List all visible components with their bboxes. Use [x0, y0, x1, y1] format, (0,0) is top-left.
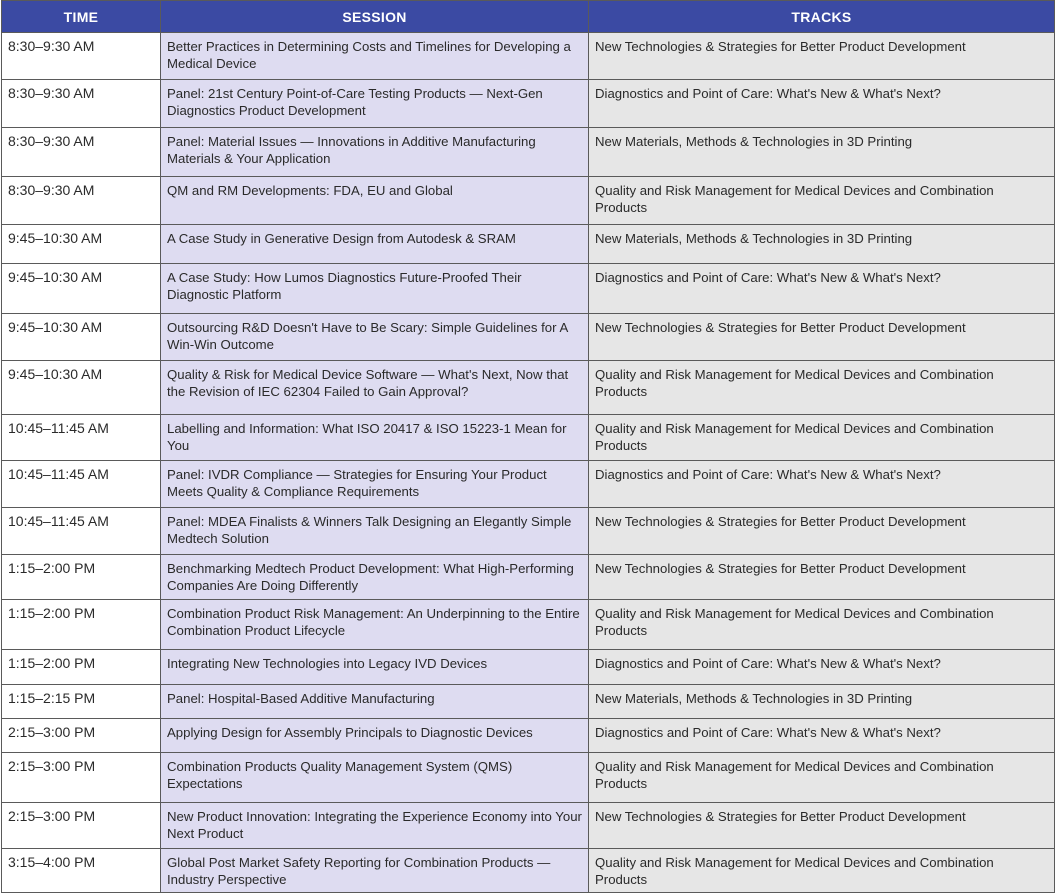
table-row — [2, 685, 1055, 719]
session-cell: Labelling and Information: What ISO 20417 & ISO 15223-1 Mean for You — [161, 415, 589, 461]
time-cell: 9:45–10:30 AM — [2, 361, 161, 415]
track-cell: Quality and Risk Management for Medical Devices and Combination Products — [589, 849, 1055, 893]
time-cell: 8:30–9:30 AM — [2, 128, 161, 177]
track-cell: New Technologies & Strategies for Better Product Development — [589, 314, 1055, 361]
track-cell: New Materials, Methods & Technologies in 3D Printing — [589, 225, 1055, 264]
table-row — [2, 128, 1055, 177]
track-cell: Diagnostics and Point of Care: What's New & What's Next? — [589, 80, 1055, 128]
track-cell: Quality and Risk Management for Medical Devices and Combination Products — [589, 177, 1055, 225]
time-cell: 3:15–4:00 PM — [2, 849, 161, 893]
table-row — [2, 555, 1055, 600]
track-cell: New Materials, Methods & Technologies in 3D Printing — [589, 685, 1055, 719]
time-cell: 1:15–2:00 PM — [2, 555, 161, 600]
time-cell: 2:15–3:00 PM — [2, 753, 161, 803]
table-row — [2, 849, 1055, 893]
time-cell: 8:30–9:30 AM — [2, 80, 161, 128]
session-cell: Global Post Market Safety Reporting for Combination Products — Industry Perspective — [161, 849, 589, 893]
track-cell: Diagnostics and Point of Care: What's New & What's Next? — [589, 264, 1055, 314]
header-row — [2, 1, 1055, 33]
header-time: TIME — [2, 1, 161, 33]
time-cell: 9:45–10:30 AM — [2, 225, 161, 264]
time-cell: 10:45–11:45 AM — [2, 508, 161, 555]
session-cell: Benchmarking Medtech Product Development: What High-Performing Companies Are Doing Differently — [161, 555, 589, 600]
table-row — [2, 361, 1055, 415]
table-row — [2, 600, 1055, 650]
track-cell: Quality and Risk Management for Medical Devices and Combination Products — [589, 753, 1055, 803]
session-cell: New Product Innovation: Integrating the Experience Economy into Your Next Product — [161, 803, 589, 849]
time-cell: 1:15–2:00 PM — [2, 650, 161, 685]
time-cell: 1:15–2:00 PM — [2, 600, 161, 650]
table-row — [2, 177, 1055, 225]
header-tracks: TRACKS — [589, 1, 1055, 33]
session-cell: Panel: Material Issues — Innovations in Additive Manufacturing Materials & Your Application — [161, 128, 589, 177]
time-cell: 8:30–9:30 AM — [2, 177, 161, 225]
session-cell: Panel: 21st Century Point-of-Care Testing Products — Next-Gen Diagnostics Product Development — [161, 80, 589, 128]
track-cell: New Materials, Methods & Technologies in 3D Printing — [589, 128, 1055, 177]
session-cell: Combination Products Quality Management System (QMS) Expectations — [161, 753, 589, 803]
session-cell: Outsourcing R&D Doesn't Have to Be Scary: Simple Guidelines for A Win-Win Outcome — [161, 314, 589, 361]
table-row — [2, 33, 1055, 80]
track-cell: Quality and Risk Management for Medical Devices and Combination Products — [589, 361, 1055, 415]
time-cell: 2:15–3:00 PM — [2, 719, 161, 753]
track-cell: Quality and Risk Management for Medical Devices and Combination Products — [589, 415, 1055, 461]
table-row — [2, 461, 1055, 508]
table-row — [2, 264, 1055, 314]
session-cell: A Case Study in Generative Design from Autodesk & SRAM — [161, 225, 589, 264]
session-cell: Better Practices in Determining Costs and Timelines for Developing a Medical Device — [161, 33, 589, 80]
session-cell: A Case Study: How Lumos Diagnostics Future-Proofed Their Diagnostic Platform — [161, 264, 589, 314]
time-cell: 10:45–11:45 AM — [2, 461, 161, 508]
time-cell: 2:15–3:00 PM — [2, 803, 161, 849]
table-row — [2, 225, 1055, 264]
session-cell: Combination Product Risk Management: An Underpinning to the Entire Combination Product Lifecycle — [161, 600, 589, 650]
table-row — [2, 415, 1055, 461]
table-body — [2, 33, 1055, 893]
session-cell: Panel: IVDR Compliance — Strategies for Ensuring Your Product Meets Quality & Compliance Requirements — [161, 461, 589, 508]
schedule-table — [1, 0, 1055, 893]
session-cell: Quality & Risk for Medical Device Software — What's Next, Now that the Revision of IEC 62304 Failed to Gain Approval? — [161, 361, 589, 415]
track-cell: New Technologies & Strategies for Better Product Development — [589, 33, 1055, 80]
time-cell: 9:45–10:30 AM — [2, 314, 161, 361]
track-cell: Diagnostics and Point of Care: What's New & What's Next? — [589, 461, 1055, 508]
session-cell: Applying Design for Assembly Principals to Diagnostic Devices — [161, 719, 589, 753]
time-cell: 1:15–2:15 PM — [2, 685, 161, 719]
table-row — [2, 803, 1055, 849]
time-cell: 9:45–10:30 AM — [2, 264, 161, 314]
table-row — [2, 508, 1055, 555]
table-header — [2, 1, 1055, 33]
track-cell: Quality and Risk Management for Medical Devices and Combination Products — [589, 600, 1055, 650]
track-cell: Diagnostics and Point of Care: What's New & What's Next? — [589, 719, 1055, 753]
session-cell: Integrating New Technologies into Legacy IVD Devices — [161, 650, 589, 685]
track-cell: New Technologies & Strategies for Better Product Development — [589, 508, 1055, 555]
session-cell: Panel: Hospital-Based Additive Manufacturing — [161, 685, 589, 719]
time-cell: 10:45–11:45 AM — [2, 415, 161, 461]
track-cell: Diagnostics and Point of Care: What's New & What's Next? — [589, 650, 1055, 685]
session-cell: Panel: MDEA Finalists & Winners Talk Designing an Elegantly Simple Medtech Solution — [161, 508, 589, 555]
table-row — [2, 314, 1055, 361]
table-row — [2, 753, 1055, 803]
table-row — [2, 650, 1055, 685]
table-row — [2, 80, 1055, 128]
track-cell: New Technologies & Strategies for Better Product Development — [589, 803, 1055, 849]
table-row — [2, 719, 1055, 753]
track-cell: New Technologies & Strategies for Better Product Development — [589, 555, 1055, 600]
time-cell: 8:30–9:30 AM — [2, 33, 161, 80]
session-cell: QM and RM Developments: FDA, EU and Global — [161, 177, 589, 225]
header-session: SESSION — [161, 1, 589, 33]
